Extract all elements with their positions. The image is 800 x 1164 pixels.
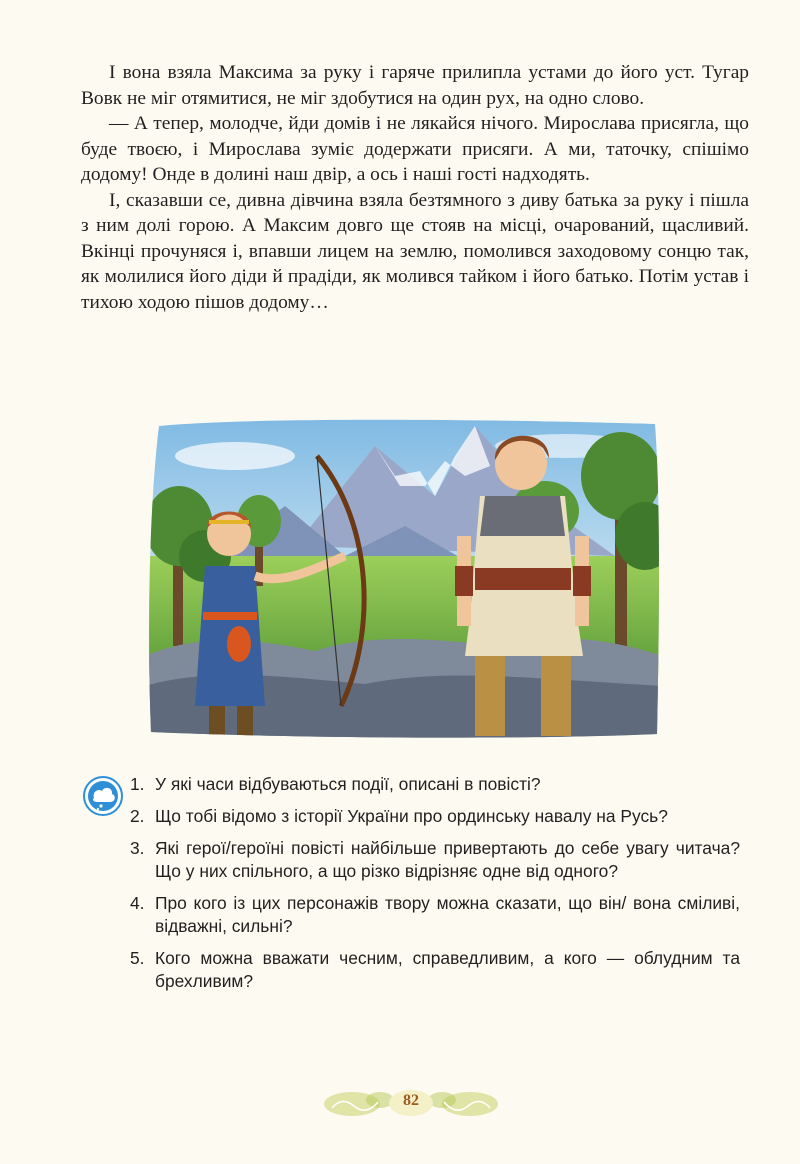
question-number: 2. bbox=[130, 806, 145, 826]
question-item bbox=[130, 947, 740, 993]
questions-list bbox=[130, 773, 740, 1002]
question-text: Про кого із цих персонажів твору можна сказати, що він/ вона сміливі, відважні, сильні? bbox=[155, 893, 740, 936]
question-text: Які герої/героїні повісті найбільше привертають до себе увагу читача? Що у них спільного, а що різко відрізняє одне від одного? bbox=[155, 838, 740, 881]
question-number: 3. bbox=[130, 838, 145, 858]
page-footer bbox=[322, 1086, 500, 1120]
thinking-cloud-icon bbox=[83, 776, 123, 816]
question-item bbox=[130, 773, 740, 796]
question-item bbox=[130, 892, 740, 938]
question-number: 1. bbox=[130, 774, 145, 794]
story-illustration bbox=[145, 416, 663, 742]
question-text: Що тобі відомо з історії України про ординську навалу на Русь? bbox=[155, 806, 668, 826]
question-text: У які часи відбуваються події, описані в повісті? bbox=[155, 774, 541, 794]
page-number: 82 bbox=[403, 1092, 419, 1109]
paragraph-2: — А тепер, молодче, йди домів і не лякайся нічого. Мирослава присягла, що буде твоєю, і Мирослава зуміє додержати присяги. А ми, таточку, спішімо додому! Онде в долині наш двір, а ось і наші гості надходять. bbox=[81, 113, 749, 185]
question-text: Кого можна вважати чесним, справедливим, а кого — облудним та брехливим? bbox=[155, 948, 740, 991]
paragraph-3: І, сказавши се, дивна дівчина взяла безтямного з диву батька за руку і пішла з ним долі горою. А Максим довго ще стояв на місці, очарований, щасливий. Вкінці прочуняся і, впавши лицем на землю, помолився заходовому сонцю так, як молилися його діди й прадіди, як молився тайком і його батько. Потім устав і тихою ходою пішов додому… bbox=[81, 189, 749, 313]
question-number: 5. bbox=[130, 948, 145, 968]
question-item bbox=[130, 837, 740, 883]
question-number: 4. bbox=[130, 893, 145, 913]
paragraph-1: І вона взяла Максима за руку і гаряче прилипла устами до його уст. Тугар Вовк не міг отямитися, не міг здобутися на один рух, на одно слово. bbox=[81, 62, 749, 109]
story-text bbox=[81, 60, 749, 315]
illustration-art bbox=[145, 416, 663, 742]
question-item bbox=[130, 805, 740, 828]
